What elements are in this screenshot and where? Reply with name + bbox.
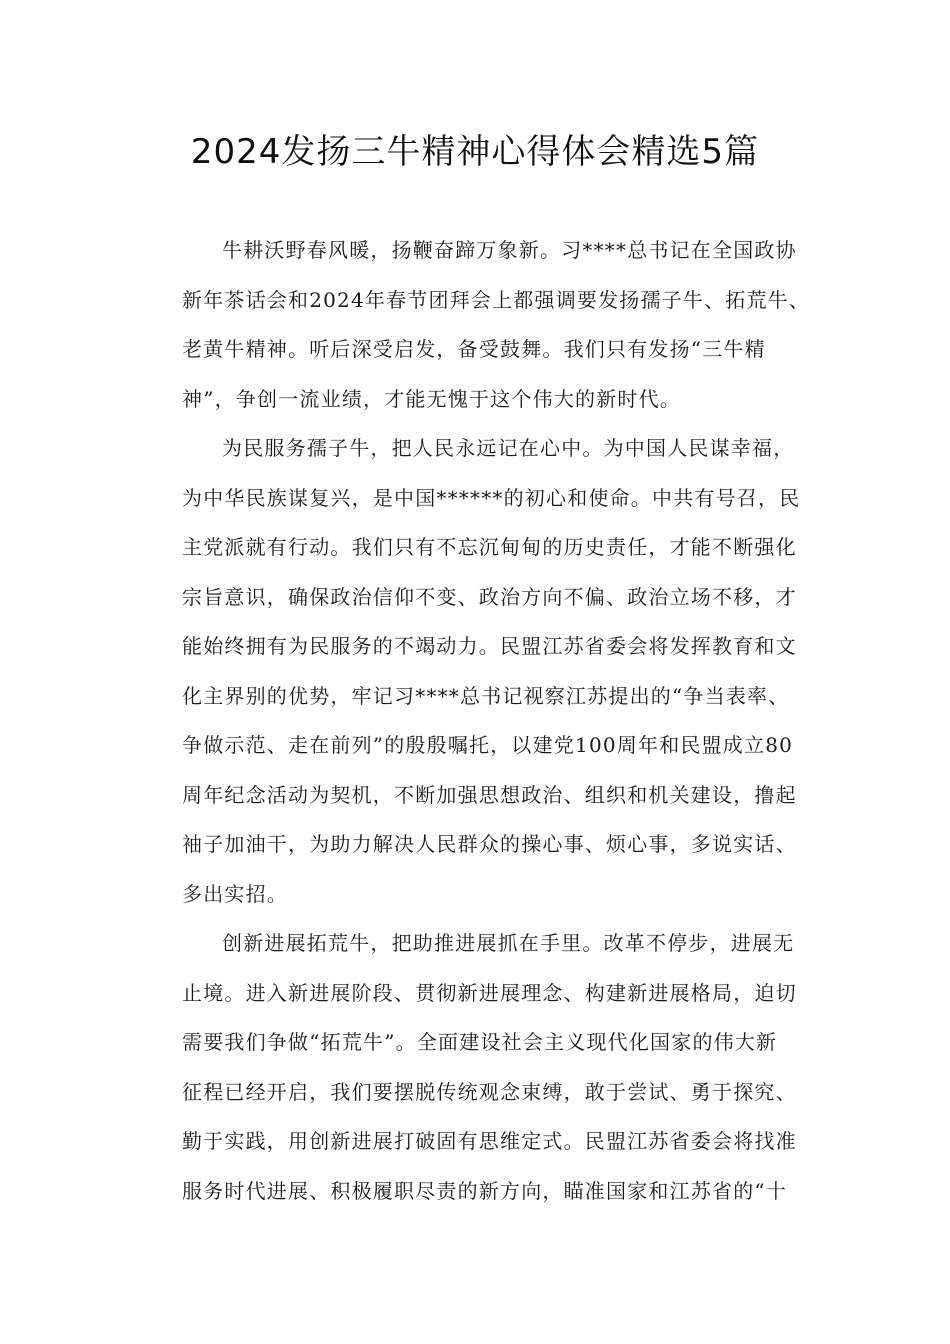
paragraph-line: 为民服务孺子牛，把人民永远记在心中。为中国人民谋幸福， — [222, 436, 795, 460]
paragraph-1 — [142, 226, 812, 424]
paragraph-line: 争做示范、走在前列”的殷殷嘱托，以建党100周年和民盟成立80 — [182, 733, 794, 757]
document-body — [142, 226, 812, 1216]
paragraph-line: 多出实招。 — [182, 881, 288, 906]
paragraph-line: 为中华民族谋复兴，是中国******的初心和使命。中共有号召，民 — [182, 485, 801, 510]
paragraph-line: 需要我们争做“拓荒牛”。全面建设社会主义现代化国家的伟大新 — [182, 1030, 778, 1054]
paragraph-line: 神”，争创一流业绩，才能无愧于这个伟大的新时代。 — [182, 386, 682, 411]
paragraph-line: 止境。进入新进展阶段、贯彻新进展理念、构建新进展格局，迫切 — [182, 980, 797, 1005]
document-title: 2024发扬三牛精神心得体会精选5篇 — [190, 132, 760, 172]
paragraph-line: 化主界别的优势，牢记习****总书记视察江苏提出的“争当表率、 — [182, 683, 790, 708]
paragraph-line: 宗旨意识，确保政治信仰不变、政治方向不偏、政治立场不移，才 — [182, 584, 797, 609]
paragraph-line: 袖子加油干，为助力解决人民群众的操心事、烦心事，多说实话、 — [182, 832, 797, 856]
paragraph-line: 征程已经开启，我们要摆脱传统观念束缚，敢于尝试、勇于探究、 — [182, 1079, 797, 1104]
paragraph-line: 勤于实践，用创新进展打破固有思维定式。民盟江苏省委会将找准 — [182, 1129, 797, 1153]
paragraph-2 — [142, 424, 812, 919]
paragraph-line: 周年纪念活动为契机，不断加强思想政治、组织和机关建设，撸起 — [182, 782, 797, 807]
paragraph-line: 服务时代进展、积极履职尽责的新方向，瞄准国家和江苏省的“十 — [182, 1178, 788, 1203]
paragraph-line: 能始终拥有为民服务的不竭动力。民盟江苏省委会将发挥教育和文 — [182, 634, 797, 658]
paragraph-line: 牛耕沃野春风暖，扬鞭奋蹄万象新。习****总书记在全国政协 — [222, 238, 797, 262]
paragraph-line: 老黄牛精神。听后深受启发，备受鼓舞。我们只有发扬“三牛精 — [182, 337, 766, 361]
paragraph-3 — [142, 919, 812, 1216]
paragraph-line: 主党派就有行动。我们只有不忘沉甸甸的历史责任，才能不断强化 — [182, 535, 797, 559]
paragraph-line: 创新进展拓荒牛，把助推进展抓在手里。改革不停步，进展无 — [222, 931, 795, 955]
paragraph-line: 新年茶话会和2024年春节团拜会上都强调要发扬孺子牛、拓荒牛、 — [182, 287, 811, 312]
